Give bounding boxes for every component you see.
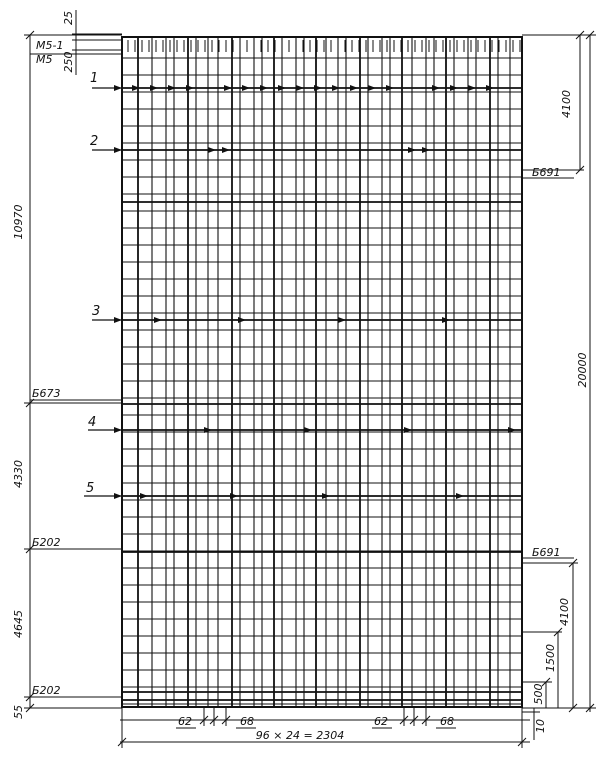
beam-mark-b691-top: Б691 [532, 166, 561, 179]
spacing-68-left: 68 [240, 715, 254, 728]
mesh-mark-m5-1: M5-1 [36, 39, 64, 52]
dim-left-4645: 4645 [12, 610, 25, 638]
dim-right-500: 500 [532, 683, 545, 705]
reinforcement-grid [114, 37, 522, 707]
dim-right-10: 10 [534, 719, 547, 733]
rebar-arrowhead [168, 85, 176, 91]
rebar-arrowhead [154, 317, 162, 323]
callout-5: 5 [86, 481, 95, 496]
callout-3: 3 [92, 304, 101, 319]
rebar-arrowhead [230, 493, 238, 499]
rebar-arrowhead [208, 147, 216, 153]
spacing-62-right: 62 [374, 715, 388, 728]
beam-mark-b202-bottom: Б202 [32, 684, 61, 697]
beam-mark-b673: Б673 [32, 387, 61, 400]
rebar-arrowhead [222, 147, 230, 153]
overall-width-dimension: 96 × 24 = 2304 [255, 729, 345, 742]
rebar-arrowhead [224, 85, 232, 91]
dim-right-4100-bottom: 4100 [558, 598, 571, 626]
rebar-arrowhead [456, 493, 464, 499]
mesh-mark-m5: M5 [36, 53, 53, 66]
rebar-arrowhead [314, 85, 322, 91]
rebar-arrowhead [238, 317, 246, 323]
rebar-arrowhead [260, 85, 268, 91]
rebar-arrowhead [150, 85, 158, 91]
callout-2: 2 [90, 134, 99, 149]
dim-top-25: 25 [62, 11, 75, 25]
left-dimension-lines [24, 10, 122, 712]
rebar-arrowhead [140, 493, 148, 499]
rebar-arrowhead [296, 85, 304, 91]
dim-right-4100-top: 4100 [560, 90, 573, 118]
beam-mark-b202-mid: Б202 [32, 536, 61, 549]
rebar-arrowhead [242, 85, 250, 91]
rebar-arrowhead [186, 85, 194, 91]
rebar-arrowhead [332, 85, 340, 91]
rebar-arrowhead [350, 85, 358, 91]
callout-4: 4 [88, 415, 97, 430]
rebar-arrowhead [368, 85, 376, 91]
rebar-arrowhead [432, 85, 440, 91]
rebar-arrowhead [468, 85, 476, 91]
bottom-dimension-lines [118, 708, 530, 748]
beam-mark-b691-bottom: Б691 [532, 546, 561, 559]
dim-left-55: 55 [12, 705, 25, 719]
dim-left-4330: 4330 [12, 460, 25, 488]
drawing-labels [12, 11, 589, 742]
dim-right-20000: 20000 [576, 352, 589, 388]
dim-right-1500: 1500 [544, 644, 557, 672]
dim-top-250: 250 [62, 51, 75, 73]
rebar-arrowhead [338, 317, 346, 323]
spacing-68-right: 68 [440, 715, 454, 728]
spacing-62-left: 62 [178, 715, 192, 728]
callout-1: 1 [90, 71, 99, 86]
dim-left-10970: 10970 [12, 204, 25, 240]
drawing-frame [122, 37, 522, 707]
